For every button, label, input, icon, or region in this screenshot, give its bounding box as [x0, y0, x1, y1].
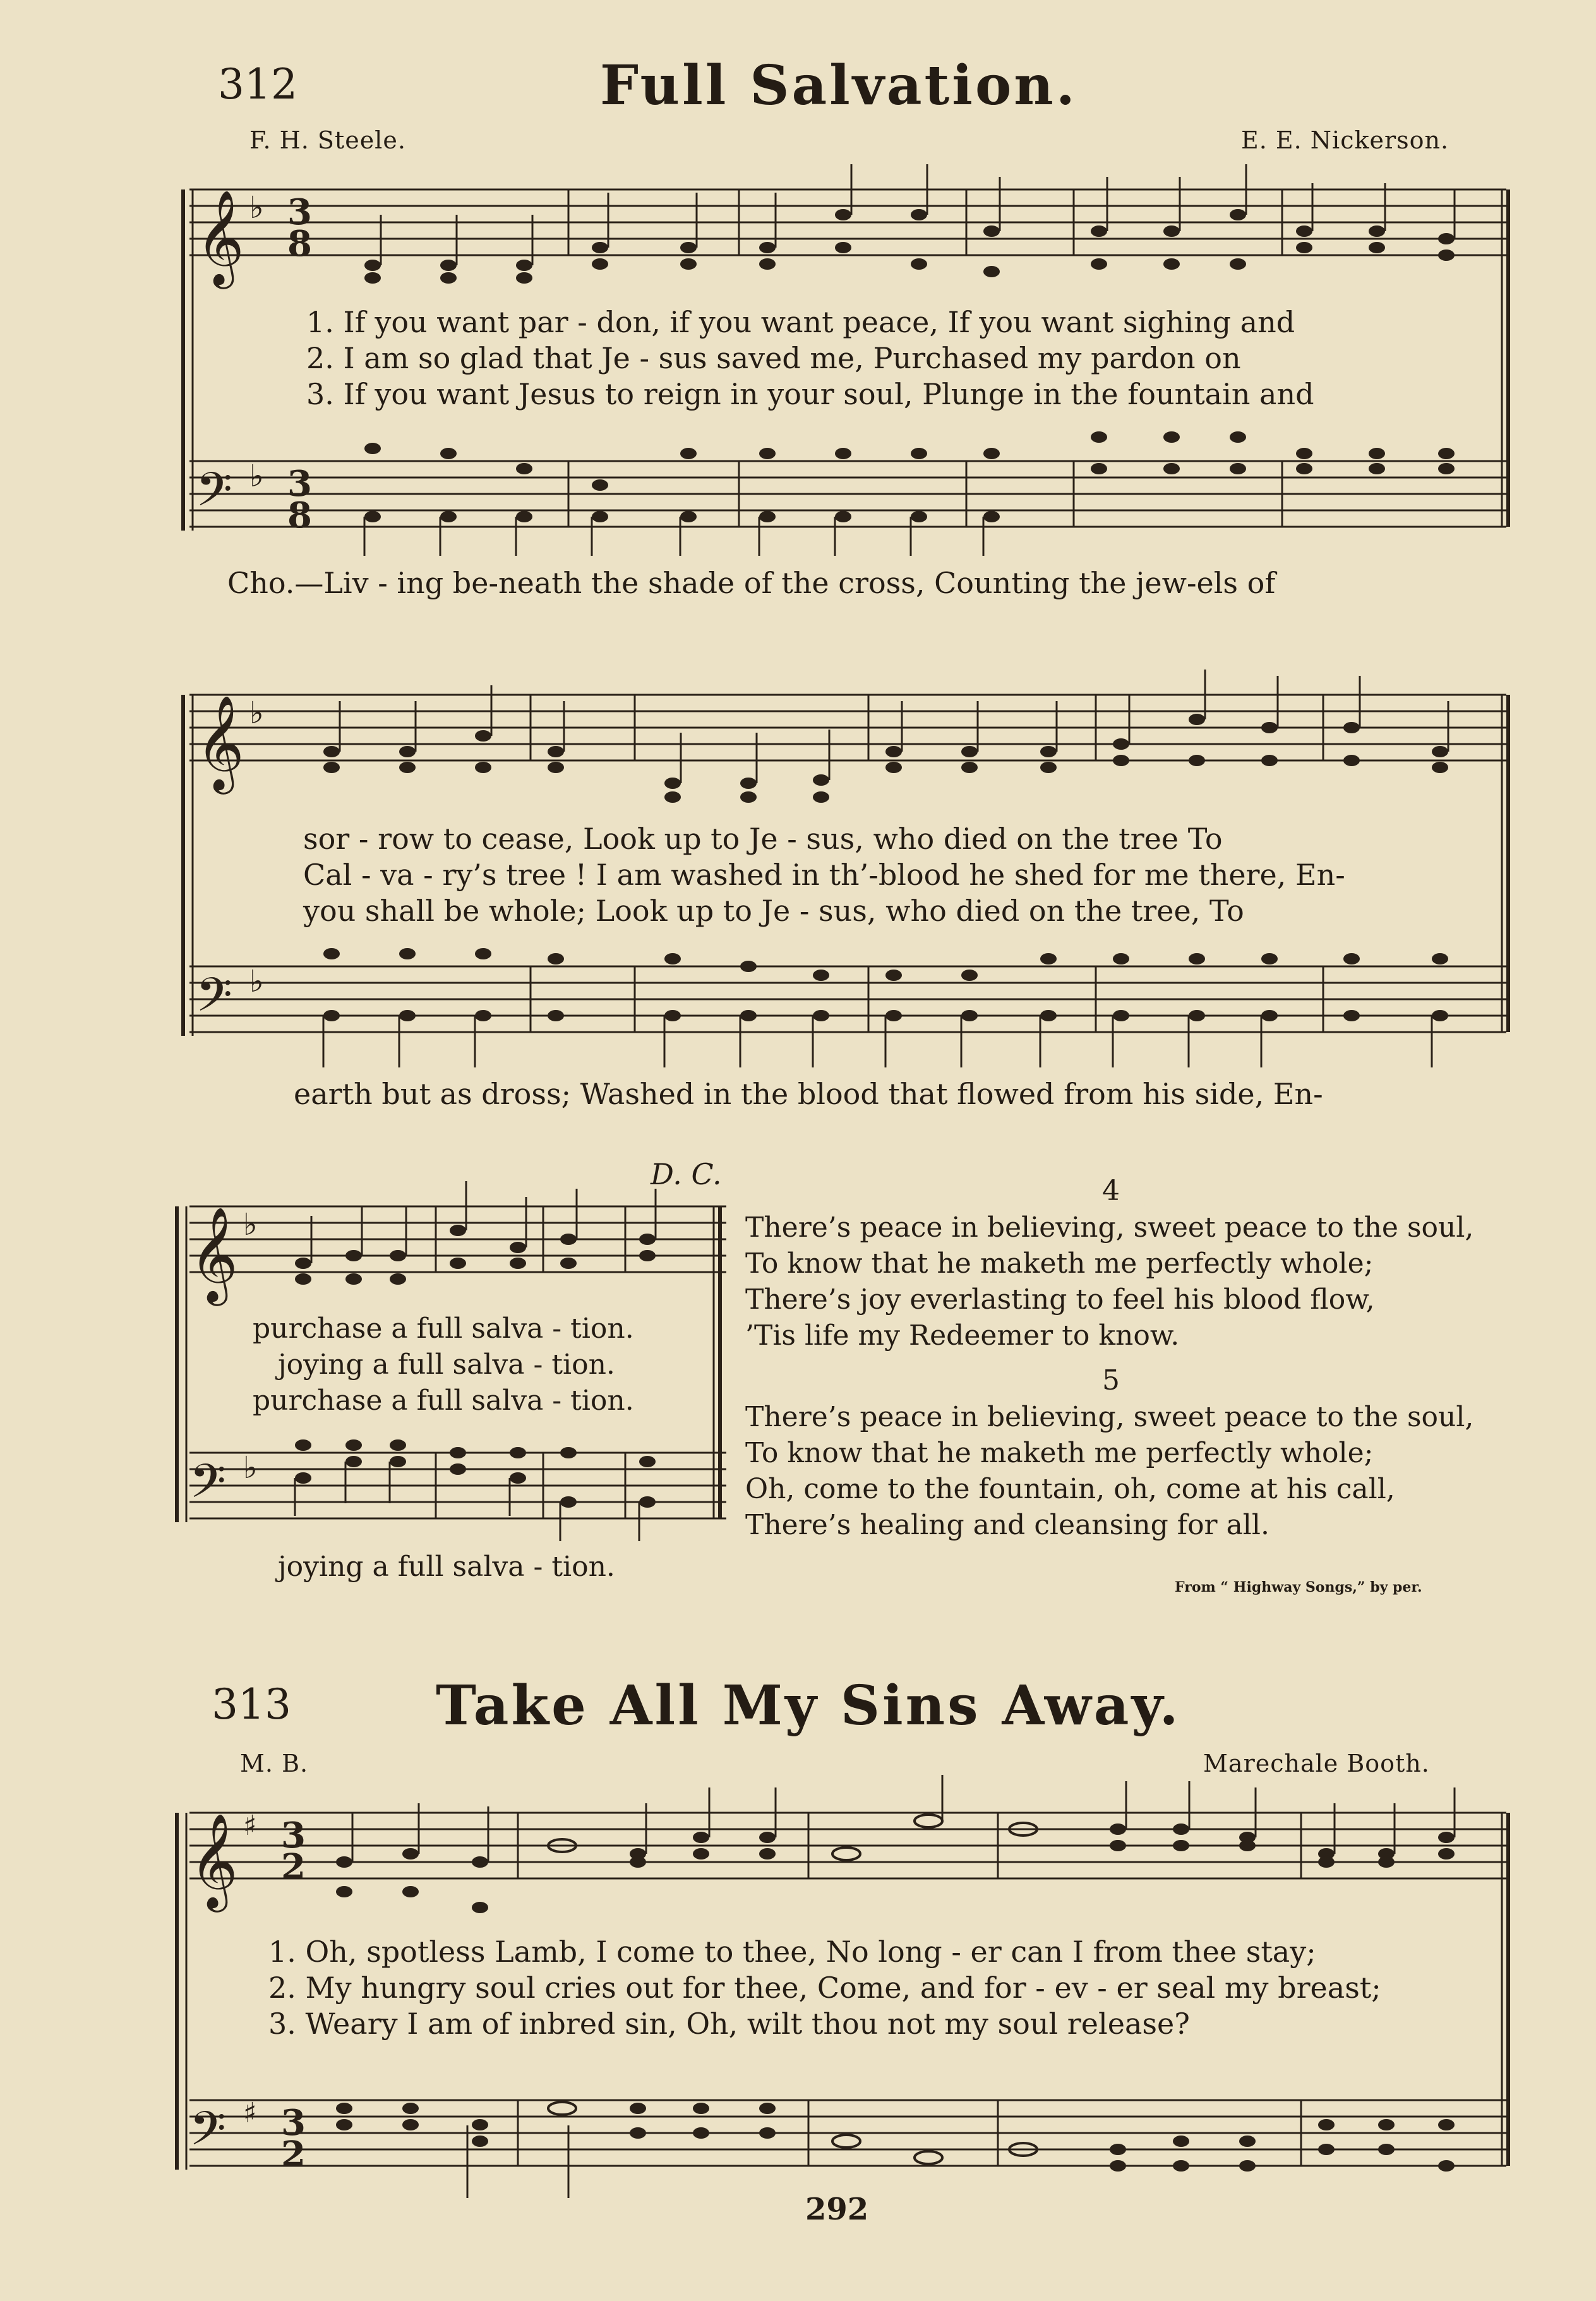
dc-mark: D. C. [651, 1157, 722, 1191]
stanza-5 [745, 1399, 1473, 1543]
chorus-line-system-3: joying a full salva - tion. [278, 1551, 615, 1583]
svg-text:𝄞: 𝄞 [189, 1812, 238, 1908]
verse-2-line: 2. My hungry soul cries out for thee, Come, and for - ev - er seal my breast; [268, 1971, 1381, 2005]
verse-3-line: purchase a full salva - tion. [253, 1385, 634, 1417]
verse-1-line: 1. Oh, spotless Lamb, I come to thee, No long - er can I from thee stay; [268, 1935, 1316, 1969]
svg-text:3: 3 [287, 191, 312, 233]
stanza-line: Oh, come to the fountain, oh, come at his call, [745, 1473, 1395, 1505]
verse-lines-hymn-313 [268, 1934, 1381, 2042]
svg-text:𝄢: 𝄢 [189, 2101, 226, 2168]
chorus-line-system-2: earth but as dross; Washed in the blood that flowed from his side, En- [294, 1077, 1323, 1111]
svg-text:♭: ♭ [249, 459, 264, 494]
svg-text:3: 3 [281, 1815, 306, 1856]
svg-text:𝄞: 𝄞 [189, 1206, 238, 1302]
hymn-title: Take All My Sins Away. [436, 1674, 1181, 1738]
chorus-line-system-1: Cho.—Liv - ing be-neath the shade of the cross, Counting the jew-els of [227, 566, 1276, 600]
verse-lines-system-3 [253, 1311, 634, 1419]
svg-text:8: 8 [287, 495, 312, 536]
svg-text:3: 3 [281, 2102, 306, 2144]
svg-text:𝄞: 𝄞 [196, 189, 244, 285]
verse-1-line: sor - row to cease, Look up to Je - sus, who died on the tree To [303, 822, 1223, 856]
stanza-4-number: 4 [1102, 1175, 1120, 1207]
svg-text:3: 3 [287, 463, 312, 505]
svg-text:♯: ♯ [243, 1810, 257, 1842]
stanza-line: To know that he maketh me perfectly whole; [745, 1437, 1374, 1469]
svg-text:𝄞: 𝄞 [196, 694, 244, 790]
hymn-title: Full Salvation. [600, 54, 1077, 117]
hymn-number: 312 [218, 60, 297, 109]
words-credit: M. B. [240, 1750, 309, 1777]
verse-lines-system-1 [306, 304, 1314, 412]
verse-lines-system-2 [303, 821, 1345, 929]
music-credit: Marechale Booth. [1203, 1750, 1430, 1777]
stanza-line: To know that he maketh me perfectly whole; [745, 1247, 1374, 1280]
svg-text:♯: ♯ [243, 2097, 257, 2129]
svg-text:♭: ♭ [249, 964, 264, 999]
verse-3-line: 3. Weary I am of inbred sin, Oh, wilt thou not my soul release? [268, 2007, 1190, 2041]
svg-text:2: 2 [281, 1846, 306, 1888]
stanza-5-number: 5 [1102, 1364, 1120, 1397]
music-credit: E. E. Nickerson. [1241, 126, 1449, 154]
svg-text:♭: ♭ [249, 190, 264, 225]
source-note: From “ Highway Songs,” by per. [1175, 1579, 1422, 1595]
stanza-line: There’s peace in believing, sweet peace to the soul, [745, 1401, 1474, 1433]
verse-3-line: 3. If you want Jesus to reign in your soul, Plunge in the fountain and [306, 377, 1314, 411]
verse-2-line: joying a full salva - tion. [278, 1349, 615, 1381]
stanza-line: There’s peace in believing, sweet peace to the soul, [745, 1211, 1474, 1244]
svg-text:♭: ♭ [243, 1450, 258, 1486]
stanza-4 [745, 1210, 1473, 1354]
verse-2-line: 2. I am so glad that Je - sus saved me, Purchased my pardon on [306, 341, 1241, 375]
svg-text:𝄢: 𝄢 [189, 1454, 226, 1520]
svg-text:8: 8 [287, 223, 312, 265]
verse-1-line: purchase a full salva - tion. [253, 1313, 634, 1345]
words-credit: F. H. Steele. [249, 126, 406, 154]
svg-text:♭: ♭ [249, 695, 264, 731]
hymn-number: 313 [212, 1680, 291, 1729]
svg-text:𝄢: 𝄢 [196, 462, 232, 529]
verse-3-line: you shall be whole; Look up to Je - sus, who died on the tree, To [303, 894, 1244, 928]
svg-text:𝄢: 𝄢 [196, 968, 232, 1034]
stanza-line: ’Tis life my Redeemer to know. [745, 1319, 1180, 1352]
stanza-line: There’s joy everlasting to feel his blood flow, [745, 1283, 1375, 1316]
stanza-line: There’s healing and cleansing for all. [745, 1509, 1269, 1541]
verse-2-line: Cal - va - ry’s tree ! I am washed in th’-blood he shed for me there, En- [303, 858, 1345, 892]
verse-1-line: 1. If you want par - don, if you want peace, If you want sighing and [306, 305, 1295, 339]
page-number: 292 [805, 2192, 869, 2227]
svg-text:♭: ♭ [243, 1207, 258, 1242]
svg-text:2: 2 [281, 2134, 306, 2175]
